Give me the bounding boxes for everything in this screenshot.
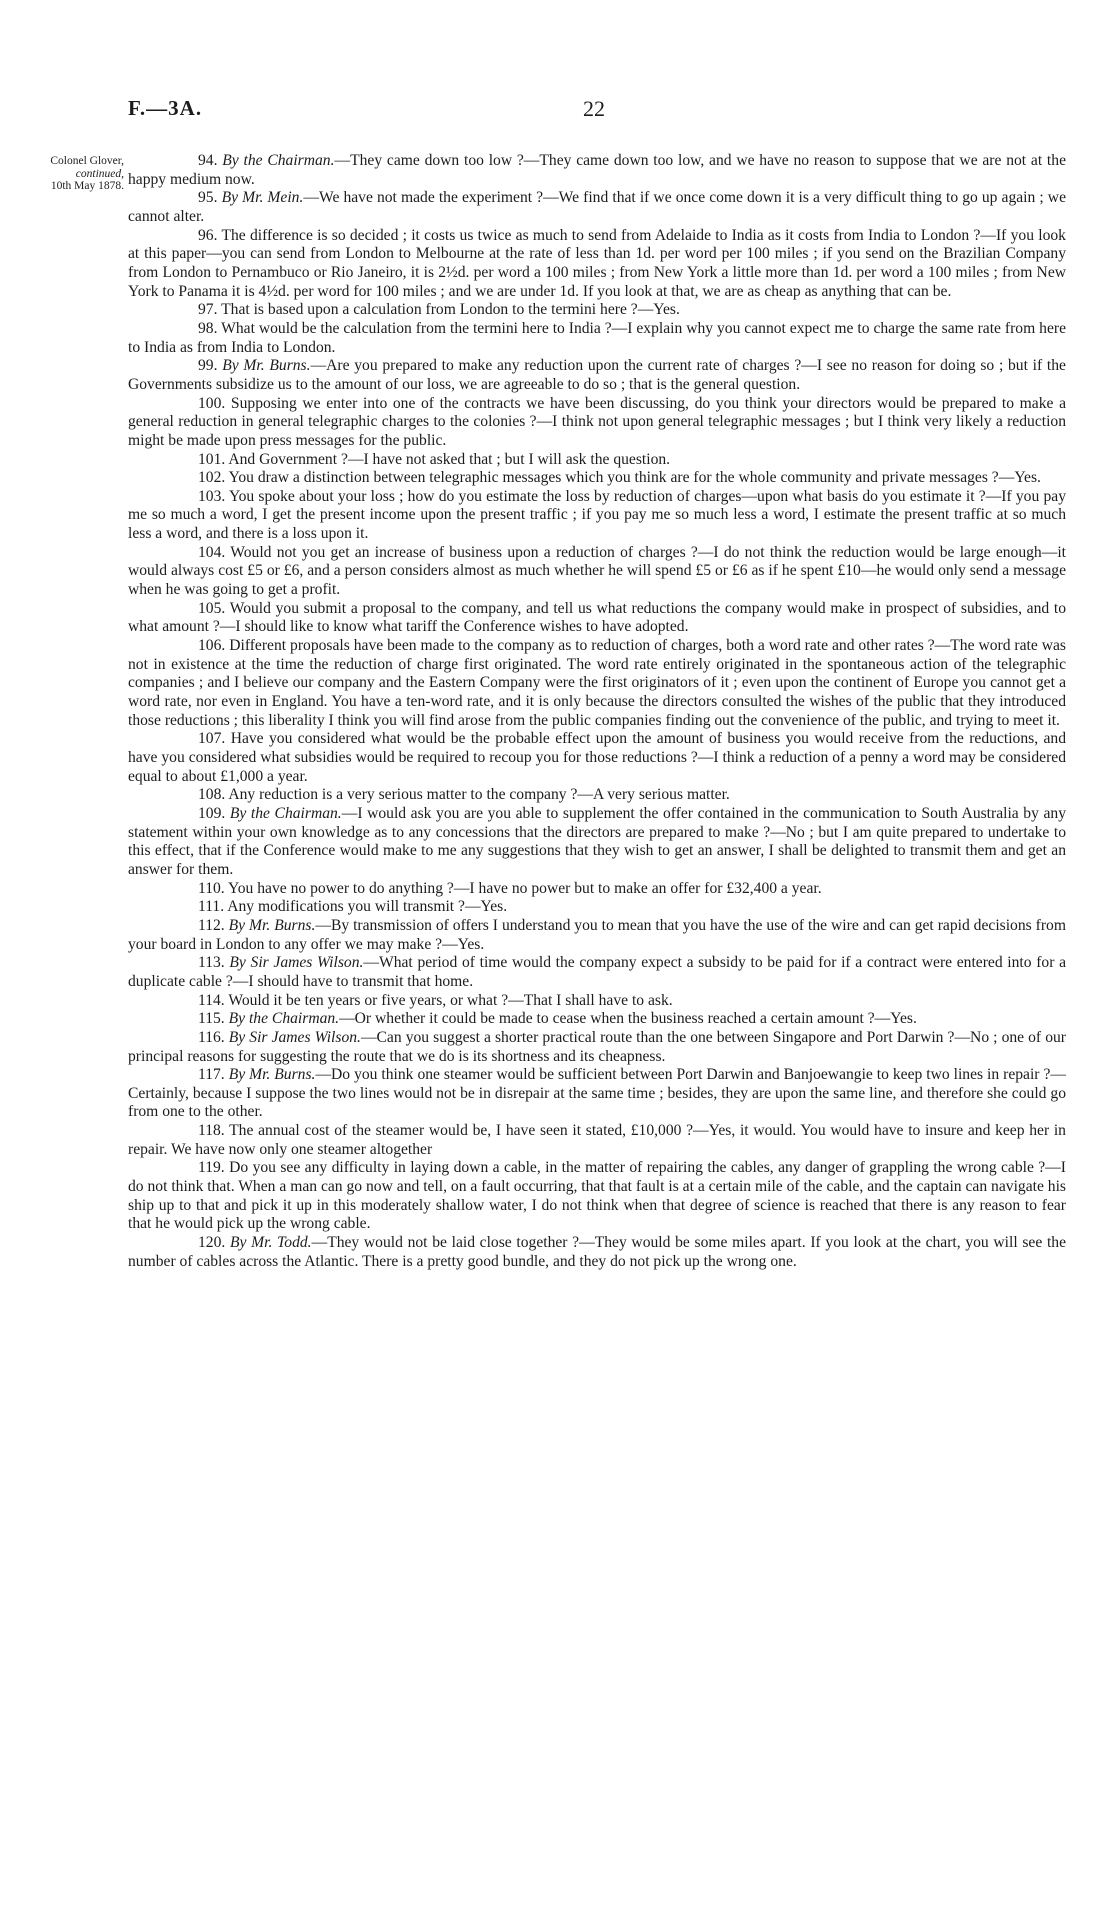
paragraph-text: And Government ?—I have not asked that ; but I will ask the question. <box>228 450 671 468</box>
paragraph-speaker: By Mr. Burns. <box>228 1066 316 1084</box>
paragraph-text: What would be the calculation from the termini here to India ?—I explain why you cannot expect me to charge the same rate from here to India as from India to London. <box>128 319 1066 356</box>
paragraph <box>128 301 1066 320</box>
paragraph-text: Would it be ten years or five years, or what ?—That I shall have to ask. <box>228 991 673 1009</box>
paragraph-text: —By transmission of offers I understand you to mean that you have the use of the wire and can get rapid decisions from your board in London to any offer we may make ?—Yes. <box>128 916 1066 953</box>
paragraph-text: —They would not be laid close together ?—They would be some miles apart. If you look at the chart, you will see the number of cables across the Atlantic. There is a pretty good bundle, and they do not pick up the wrong one. <box>128 1234 1067 1270</box>
paragraph <box>128 730 1066 786</box>
paragraph-number: 106. <box>198 637 226 655</box>
paragraph-speaker: By Mr. Burns. <box>228 916 316 934</box>
paragraph-number: 110. <box>198 879 225 897</box>
paragraph-speaker: By Sir James Wilson. <box>228 1028 361 1046</box>
paragraph <box>128 880 1066 899</box>
margin-note <box>24 155 124 193</box>
paragraph-number: 111. <box>198 898 225 916</box>
paragraph-speaker: By the Chairman. <box>222 152 335 169</box>
paragraph-number: 113. <box>198 954 225 972</box>
paragraph-number: 104. <box>198 543 226 561</box>
paragraph-text: Would not you get an increase of business upon a reduction of charges ?—I do not think the reduction would be large enough—it would always cost £5 or £6, and a person considers almost as much whether he will spend £5 or £6 as if he spent £10—he would only send a message when he was going to get a profit. <box>128 543 1066 599</box>
paragraph-text: —They came down too low ?—They came down too low, and we have no reason to suppose that we are not at the happy medium now. <box>128 152 1066 188</box>
paragraph-number: 108. <box>198 786 226 804</box>
paragraph-number: 99. <box>198 357 218 375</box>
paragraph-text: —Are you prepared to make any reduction upon the current rate of charges ?—I see no reason for doing so ; but if the Governments subsidize us to the amount of our loss, we are agreeable to do so ; that is the general question. <box>128 357 1066 393</box>
paragraph-number: 97. <box>198 301 218 319</box>
paragraph-number: 116. <box>198 1028 225 1046</box>
paragraph-text: Do you see any difficulty in laying down a cable, in the matter of repairing the cables, any danger of grappling the wrong cable ?—I do not think that. When a man can go now and tell, on a fault occurring, that that fault is at a certain mile of the cable, and the captain can navigate his ship up to that and pick it up in this moderately shallow water, I do not think when that degree of science is reached that there is any reason to fear that he would pick up the wrong cable. <box>128 1159 1066 1233</box>
paragraph <box>128 898 1066 917</box>
paragraph-number: 102. <box>198 469 226 487</box>
paragraph-text: Any reduction is a very serious matter to the company ?—A very serious matter. <box>228 786 730 804</box>
paragraph-number: 114. <box>198 991 225 1009</box>
paragraph-text: The difference is so decided ; it costs us twice as much to send from Adelaide to India as it costs from India to London ?—If you look at this paper—you can send from London to Melbourne at the rate of less than 1d. per word per 100 miles ; if you send on the Brazilian Company from London to Pernambuco or Rio Janeiro, it is 2½d. per word a 100 miles ; from New York a little more than 1d. per word a 100 miles ; from New York to Panama it is 4½d. per word for 100 miles ; and we are under 1d. If you look at that, we are as cheap as anything that can be. <box>128 226 1066 300</box>
paragraph <box>128 786 1066 805</box>
paragraph-text: You have no power to do anything ?—I have no power but to make an offer for £32,400 a year. <box>228 879 822 897</box>
paragraph-speaker: By Mr. Mein. <box>221 189 304 207</box>
document-reference: F.—3A. <box>128 96 203 120</box>
paragraph-number: 101. <box>198 450 226 468</box>
paragraph <box>128 1066 1066 1122</box>
paragraph-text: You draw a distinction between telegraphic messages which you think are for the whole community and private messages ?—Yes. <box>228 469 1041 487</box>
paragraph <box>128 1159 1066 1234</box>
paragraph-number: 112. <box>198 916 225 934</box>
paragraph <box>128 1010 1066 1029</box>
paragraph-number: 98. <box>198 319 218 337</box>
paragraph <box>128 1234 1066 1271</box>
paragraph <box>128 469 1066 488</box>
paragraph-text: —We have not made the experiment ?—We find that if we once come down it is a very difficult thing to go up again ; we cannot alter. <box>128 189 1066 225</box>
paragraph <box>128 954 1066 991</box>
paragraph-number: 100. <box>198 394 226 412</box>
margin-note-name: Colonel Glover, <box>50 155 124 167</box>
paragraph <box>128 544 1066 600</box>
paragraph-number: 109. <box>198 804 226 822</box>
paragraph <box>128 1122 1066 1159</box>
paragraph <box>128 152 1066 189</box>
paragraph <box>128 451 1066 470</box>
paragraph <box>128 600 1066 637</box>
paragraph-text: —Do you think one steamer would be sufficient between Port Darwin and Banjoewangie to keep two lines in repair ?—Certainly, because I suppose the two lines would not be in disrepair at the same time ; besides, they are upon the same line, and therefore she could go from one to the other. <box>128 1066 1066 1121</box>
paragraph-text: That is based upon a calculation from London to the termini here ?—Yes. <box>221 301 680 319</box>
paragraph-text: The annual cost of the steamer would be, I have seen it stated, £10,000 ?—Yes, it would. You would have to insure and keep her in repair. We have now only one steamer altogether <box>128 1122 1066 1158</box>
paragraph-text: You spoke about your loss ; how do you estimate the loss by reduction of charges—upon what basis do you estimate it ?—If you pay me so much a word, I get the present income upon the present traffic ; if you pay me so much less a word, I estimate the present traffic at so much less a word, and there is a loss upon it. <box>128 487 1066 543</box>
paragraph-text: Any modifications you will transmit ?—Yes. <box>227 898 508 916</box>
paragraph-number: 118. <box>198 1122 225 1140</box>
paragraph <box>128 805 1066 880</box>
paragraph <box>128 992 1066 1011</box>
paragraph-speaker: By Sir James Wilson. <box>229 954 364 972</box>
paragraph-number: 94. <box>198 152 218 169</box>
paragraph-number: 117. <box>198 1066 225 1084</box>
paragraph <box>128 1029 1066 1066</box>
paragraph-number: 120. <box>198 1234 226 1252</box>
paragraph-text: —What period of time would the company expect a subsidy to be paid for if a contract were entered into for a duplicate cable ?—I should have to transmit that home. <box>128 954 1066 990</box>
paragraph-number: 107. <box>198 730 226 748</box>
margin-note-status: continued, <box>75 167 124 180</box>
paragraph-speaker: By Mr. Burns. <box>222 357 311 375</box>
testimony-body <box>128 152 1066 1271</box>
paragraph-number: 115. <box>198 1010 225 1028</box>
paragraph <box>128 320 1066 357</box>
paragraph-speaker: By Mr. Todd. <box>230 1234 312 1252</box>
paragraph-text: —I would ask you are you able to supplement the offer contained in the communication to South Australia by any statement within your own knowledge as to any concessions that the directors are prepared to make ?—No ; but I am quite prepared to undertake to this effect, that if the Conference would make to me any suggestions that they wish to get an answer, I shall be delighted to transmit them and get an answer for them. <box>128 804 1066 878</box>
paragraph-number: 95. <box>198 189 218 207</box>
paragraph <box>128 637 1066 730</box>
margin-note-date: 10th May 1878. <box>50 180 124 192</box>
paragraph <box>128 189 1066 226</box>
page-header <box>128 96 1068 126</box>
paragraph-text: Supposing we enter into one of the contracts we have been discussing, do you think your directors would be prepared to make a general reduction in general telegraphic charges to the colonies ?—I think not upon general telegraphic messages ; but I think very likely a reduction might be made upon press messages for the public. <box>128 394 1066 449</box>
paragraph-number: 103. <box>198 487 226 505</box>
page-number: 22 <box>583 96 605 121</box>
paragraph-text: —Can you suggest a shorter practical route than the one between Singapore and Port Darwin ?—No ; one of our principal reasons for suggesting the route that we do is its shortness and its cheapness. <box>128 1028 1066 1065</box>
paragraph-number: 96. <box>198 226 218 244</box>
paragraph <box>128 488 1066 544</box>
paragraph <box>128 395 1066 451</box>
paragraph-text: Would you submit a proposal to the company, and tell us what reductions the company would make in prospect of subsidies, and to what amount ?—I should like to know what tariff the Conference wishes to have adopted. <box>128 599 1066 636</box>
paragraph-number: 105. <box>198 599 226 617</box>
paragraph <box>128 357 1066 394</box>
paragraph-text: —Or whether it could be made to cease when the business reached a certain amount ?—Yes. <box>339 1010 917 1028</box>
paragraph-text: Different proposals have been made to the company as to reduction of charges, both a word rate and other rates ?—The word rate was not in existence at the time the reduction of charge first originated. The word rate entirely originated in the spontaneous action of the telegraphic companies ; and I believe our company and the Eastern Company were the first originators of it ; even upon the continent of Europe you cannot get a word rate, nor even in England. You have a ten-word rate, and it is only because the directors consulted the wishes of the public that they introduced those reductions ; this liberality I think you will find arose from the public companies finding out the convenience of the public, and trying to meet it. <box>128 637 1066 729</box>
paragraph-text: Have you considered what would be the probable effect upon the amount of business you would receive from the reductions, and have you considered what subsidies would be required to recoup you for those reductions ?—I think a reduction of a penny a word may be considered equal to about £1,000 a year. <box>128 730 1066 785</box>
paragraph <box>128 227 1066 302</box>
paragraph <box>128 917 1066 954</box>
paragraph-speaker: By the Chairman. <box>228 1010 340 1028</box>
paragraph-speaker: By the Chairman. <box>229 804 342 822</box>
paragraph-number: 119. <box>198 1159 225 1177</box>
